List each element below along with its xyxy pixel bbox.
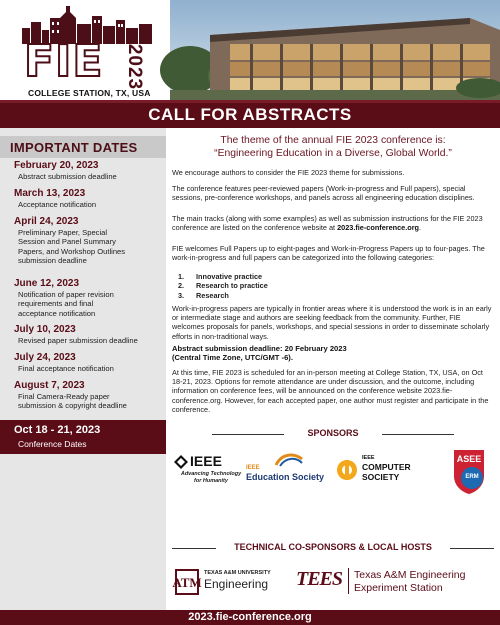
important-dates-sidebar	[0, 128, 166, 610]
date-description: submission & copyright deadline	[18, 401, 127, 411]
category-list	[172, 272, 494, 300]
date-label: April 24, 2023	[14, 216, 79, 227]
sponsors-heading: SPONSORS	[172, 428, 494, 440]
conference-dates-label: Conference Dates	[18, 439, 87, 449]
paragraph: Work-in-progress papers are typically in frontier areas where it is understood the work is in an early or intermediate stage and authors are seeking feedback from the community. Further, FIE welcomes proposals for panels, workshops, and special sessions in order to disseminate scholarly efforts in non-traditional ways.	[172, 304, 492, 341]
date-label: July 24, 2023	[14, 352, 76, 363]
abstract-deadline: Abstract submission deadline: 20 February 2023 (Central Time Zone, UTC/GMT -6).	[172, 344, 347, 363]
fie-logo	[0, 0, 170, 100]
date-description: acceptance notification	[18, 308, 96, 318]
date-description: submission deadline	[18, 256, 87, 266]
paragraph: The conference features peer-reviewed papers (Work-in-progress and Full papers), special sessions, pre-conference workshops, and panels across all engineering education disciplines.	[172, 184, 475, 203]
fie-logo-text: FIE	[24, 36, 104, 87]
location-text: COLLEGE STATION, TX, USA	[28, 88, 151, 98]
date-description: Final Camera-Ready paper	[18, 392, 110, 401]
paragraph: We encourage authors to consider the FIE 2023 theme for submissions.	[172, 168, 405, 177]
tamu-atm-icon	[172, 570, 202, 594]
date-description: Abstract submission deadline	[18, 172, 117, 181]
fie-logo-year: 2023	[124, 43, 145, 91]
date-label: March 13, 2023	[14, 188, 86, 199]
header	[0, 0, 500, 100]
date-label: February 20, 2023	[14, 160, 99, 171]
theme-line: “Engineering Education in a Diverse, Global World.”	[214, 148, 452, 159]
tamu-engineering-logo: ATM TEXAS A&M UNIVERSITY Engineering	[176, 568, 286, 598]
date-item	[14, 188, 164, 209]
page-title: CALL FOR ABSTRACTS	[148, 105, 352, 124]
date-description: Acceptance notification	[18, 200, 97, 209]
important-dates-heading: IMPORTANT DATES	[0, 136, 166, 158]
ieee-computer-society-logo: IEEE COMPUTER SOCIETY	[336, 451, 420, 491]
conference-dates: Oct 18 - 21, 2023	[14, 424, 101, 436]
theme-line: The theme of the annual FIE 2023 conference is:	[220, 135, 446, 146]
main-content	[166, 128, 500, 610]
list-item: 2. Research to practice	[178, 281, 268, 291]
paragraph: The main tracks (along with some examples) as well as submission instructions for the FIE 2023 conference are listed on the conference website at 2023.fie-conference.org.	[172, 214, 483, 233]
date-item	[14, 160, 164, 181]
ieee-education-society-logo: IEEE Education Society	[246, 451, 332, 491]
date-label: August 7, 2023	[14, 380, 85, 391]
date-description: Final acceptance notification	[18, 364, 114, 373]
theme-statement	[172, 134, 494, 160]
paragraph: FIE welcomes Full Papers up to eight-pages and Work-in-Progress Papers up to four-pages. The work-in-progress and full papers can be categorized into the following categories:	[172, 244, 485, 263]
list-item: 3. Research	[178, 290, 229, 300]
conference-url[interactable]: 2023.fie-conference.org	[337, 223, 420, 233]
date-description: requirements and final	[18, 299, 94, 309]
date-item	[14, 352, 164, 373]
title-bar	[0, 100, 500, 128]
computer-society-icon	[336, 459, 358, 481]
date-item	[14, 324, 164, 345]
date-description: Revised paper submission deadline	[18, 336, 138, 345]
paragraph: At this time, FIE 2023 is scheduled for an in-person meeting at College Station, TX, USA, on Oct 18-21, 2023. Options for remote attendance are under discussion, and the outcome, including information on conference fees, will be announced on the conference website 2023.fie-conference.org. However, for each accepted paper, one author must register and participate in the conference.	[172, 368, 489, 414]
footer	[0, 610, 500, 625]
tees-mark: TEES	[296, 568, 343, 590]
building-photo	[170, 0, 500, 100]
ieee-diamond-icon	[174, 455, 188, 469]
date-item	[14, 216, 164, 266]
date-label: June 12, 2023	[14, 278, 80, 289]
date-item	[14, 380, 164, 411]
date-description: Notification of paper revision	[18, 290, 114, 299]
conference-dates-box	[0, 420, 166, 454]
date-description: Session and Panel Summary	[18, 237, 116, 247]
date-description: Papers, and Workshop Outlines	[18, 246, 126, 256]
education-swirl-icon	[274, 451, 304, 467]
ieee-logo: IEEE Advancing Technology for Humanity	[174, 451, 244, 491]
date-description: Preliminary Paper, Special	[18, 228, 108, 237]
asee-erm-logo: ASEE ERM	[450, 446, 488, 496]
date-item	[14, 278, 164, 318]
hosts-heading: TECHNICAL CO-SPONSORS & LOCAL HOSTS	[172, 542, 494, 554]
tees-logo: TEES Texas A&M Engineering Experiment Station	[296, 568, 466, 594]
footer-url[interactable]: 2023.fie-conference.org	[188, 611, 312, 623]
date-label: July 10, 2023	[14, 324, 76, 335]
svg-text:ATM: ATM	[172, 575, 202, 590]
list-item: 1. Innovative practice	[178, 272, 263, 281]
